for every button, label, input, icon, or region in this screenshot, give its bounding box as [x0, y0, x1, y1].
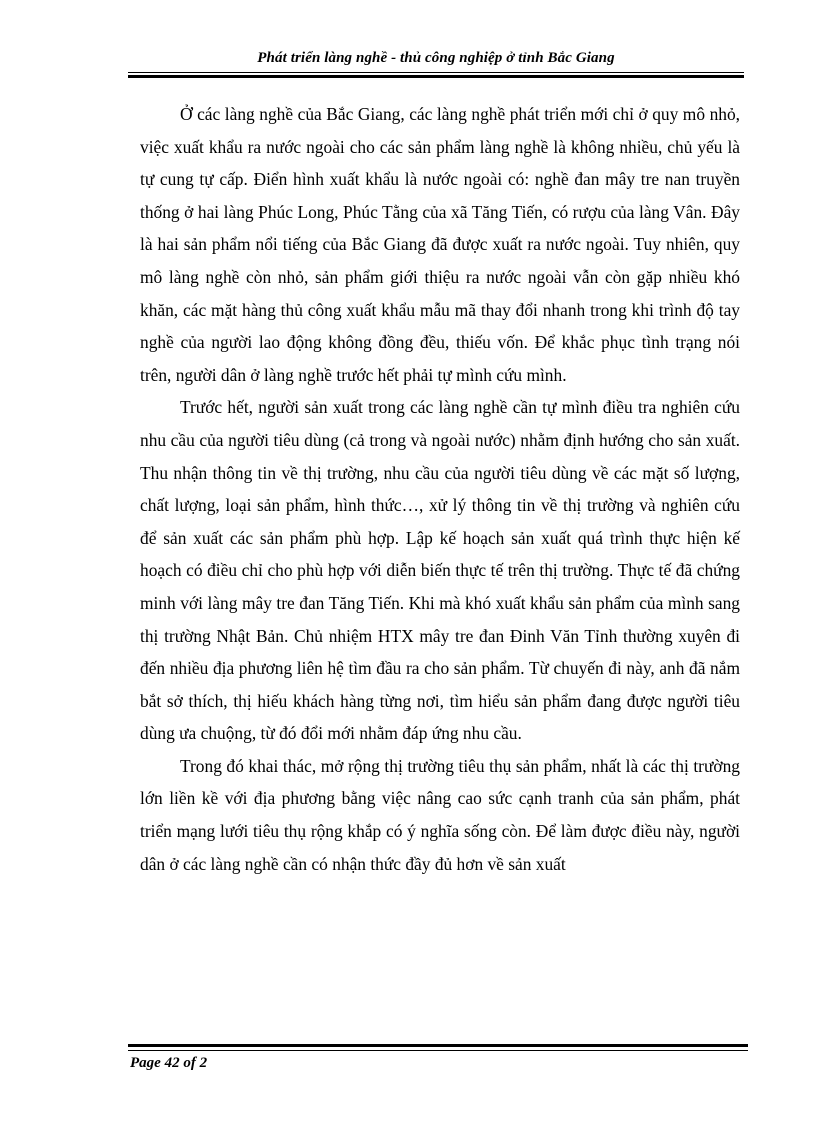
footer-divider-thick — [128, 1044, 748, 1047]
paragraph-1: Ở các làng nghề của Bắc Giang, các làng nghề phát triển mới chỉ ở quy mô nhỏ, việc xuất khẩu ra nước ngoài cho các sản phẩm làng nghề là không nhiều, chủ yếu là tự cung tự cấp. Điển hình xuất khẩu là nước ngoài có: nghề đan mây tre nan truyền thống ở hai làng Phúc Long, Phúc Tằng của xã Tăng Tiến, có rượu của làng Vân. Đây là hai sản phẩm nổi tiếng của Bắc Giang đã được xuất ra nước ngoài. Tuy nhiên, quy mô làng nghề còn nhỏ, sản phẩm giới thiệu ra nước ngoài vẫn còn gặp nhiều khó khăn, các mặt hàng thủ công xuất khẩu mẫu mã thay đổi nhanh trong khi trình độ tay nghề của người lao động không đồng đều, thiếu vốn. Để khắc phục tình trạng nói trên, người dân ở làng nghề trước hết phải tự mình cứu mình. — [140, 104, 740, 385]
running-header-title: Phát triển làng nghề - thủ công nghiệp ở tỉnh Bắc Giang — [257, 50, 615, 66]
page-number-label: Page 42 of 2 — [130, 1055, 208, 1071]
body-text — [140, 98, 740, 880]
footer-divider-thin — [128, 1050, 748, 1051]
paragraph-2: Trước hết, người sản xuất trong các làng nghề cần tự mình điều tra nghiên cứu nhu cầu của người tiêu dùng (cả trong và ngoài nước) nhằm định hướng cho sản xuất. Thu nhận thông tin về thị trường, nhu cầu của người tiêu dùng về các mặt số lượng, chất lượng, loại sản phẩm, hình thức…, xử lý thông tin về thị trường và nghiên cứu để sản xuất các sản phẩm phù hợp. Lập kế hoạch sản xuất quá trình thực hiện kế hoạch có điều chỉ cho phù hợp với diễn biến thực tế trên thị trường. Thực tế đã chứng minh với làng mây tre đan Tăng Tiến. Khi mà khó xuất khẩu sản phẩm của mình sang thị trường Nhật Bản. Chủ nhiệm HTX mây tre đan Đinh Văn Tỉnh thường xuyên đi đến nhiều địa phương liên hệ tìm đầu ra cho sản phẩm. Từ chuyến đi này, anh đã nắm bắt sở thích, thị hiếu khách hàng từng nơi, tìm hiểu sản phẩm đang được người tiêu dùng ưa chuộng, từ đó đổi mới nhằm đáp ứng nhu cầu. — [140, 397, 740, 744]
header-divider-thick — [128, 75, 744, 78]
paragraph-3: Trong đó khai thác, mở rộng thị trường tiêu thụ sản phẩm, nhất là các thị trường lớn liền kề với địa phương bằng việc nâng cao sức cạnh tranh của sản phẩm, phát triển mạng lưới tiêu thụ rộng khắp có ý nghĩa sống còn. Để làm được điều này, người dân ở các làng nghề cần có nhận thức đầy đủ hơn về sản xuất — [140, 755, 740, 874]
header-divider-thin — [128, 72, 744, 73]
